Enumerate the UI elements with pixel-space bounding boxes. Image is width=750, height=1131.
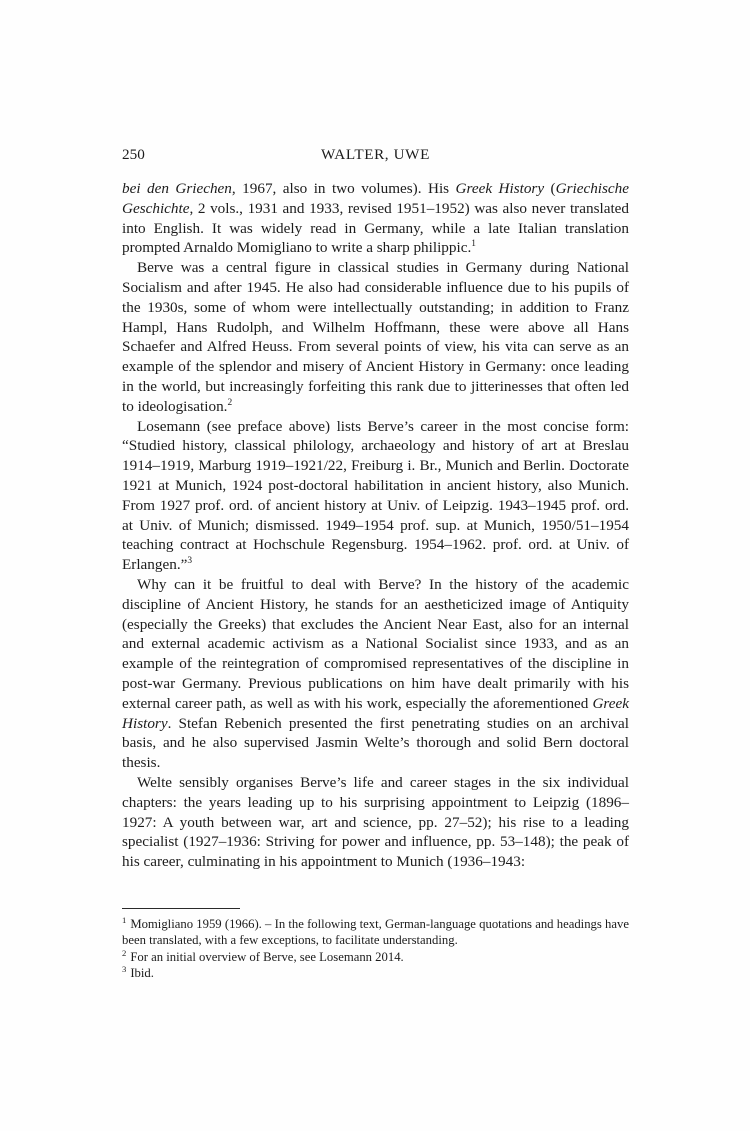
footnote-separator xyxy=(122,908,240,909)
page-number: 250 xyxy=(122,146,145,163)
paragraph xyxy=(122,417,629,575)
text-run: , 2 vols., 1931 and 1933, revised 1951–1952) was also never translated into English. It was widely read in Germany, while a late Italian translation prompted Arnaldo Momigliano to write a sharp philippic. xyxy=(122,199,629,257)
text-run: Berve was a central figure in classical studies in Germany during National Socialism and after 1945. He also had considerable influence due to his pupils of the 1930s, some of whom were intellectually outstanding; in addition to Franz Hampl, Hans Rudolph, and Wilhelm Hoffmann, these were above all Hans Schaefer and Alfred Heuss. From several points of view, his vita can serve as an example of the splendor and misery of Ancient History in Germany: once leading in the world, but increasingly forfeiting this rank due to jitterinesses that often led to ideologisation. xyxy=(122,259,629,415)
paragraph xyxy=(122,179,629,258)
footnote-marker: 3 xyxy=(122,963,127,974)
italic-text: Greek History xyxy=(455,180,545,197)
footnote-text: Momigliano 1959 (1966). – In the following text, German-language quotations and headings have been translated, with a few exceptions, to facilitate understanding. xyxy=(122,917,629,948)
text-run: ( xyxy=(544,180,556,197)
italic-text: bei den Griechen xyxy=(122,180,232,197)
footnote-ref: 3 xyxy=(187,556,193,567)
footnote-text: Ibid. xyxy=(130,966,154,981)
body-text xyxy=(122,179,629,872)
paragraph xyxy=(122,258,629,416)
paragraph xyxy=(122,773,629,872)
footnote-marker: 2 xyxy=(122,947,127,958)
footnote-ref: 2 xyxy=(227,397,233,408)
footnotes xyxy=(122,916,629,982)
page-header xyxy=(122,146,629,166)
footnote-marker: 1 xyxy=(122,914,127,925)
italic-text: Griechische Geschichte xyxy=(122,180,629,217)
footnote-item xyxy=(122,916,629,949)
italic-text: Greek History xyxy=(122,694,629,732)
page-content xyxy=(122,146,629,872)
running-head: WALTER, UWE xyxy=(321,146,430,163)
text-run: Losemann (see preface above) lists Berve’s career in the most concise form: “Studied history, classical philology, archaeology and history of art at Breslau 1914–1919, Marburg 1919–1921/22, Freiburg i. Br., Munich and Berlin. Doctorate 1921 at Munich, 1924 post-doctoral habilitation in ancient history, also Munich. From 1927 prof. ord. of ancient history at Univ. of Leipzig. 1943–1945 prof. ord. at Univ. of Munich; dismissed. 1949–1954 prof. sup. at Munich, 1950/51–1954 teaching contract at Hochschule Regensburg. 1954–1962. prof. ord. at Univ. of Erlangen.” xyxy=(122,417,629,574)
footnote-ref: 1 xyxy=(471,239,476,250)
text-run: , 1967, also in two volumes). His xyxy=(231,180,456,197)
text-run: Welte sensibly organises Berve’s life and career stages in the six individual chapters: the years leading up to his surprising appointment to Leipzig (1896–1927: A youth between war, art and science, pp. 27–52); his rise to a leading specialist (1927–1936: Striving for power and influence, pp. 53–148); the peak of his career, culminating in his appointment to Munich (1936–1943: xyxy=(122,773,629,871)
text-run: . Stefan Rebenich presented the first penetrating studies on an archival basis, and he also supervised Jasmin Welte’s thorough and solid Bern doctoral thesis. xyxy=(122,714,629,772)
paragraph xyxy=(122,575,629,773)
footnote-item xyxy=(122,965,629,981)
footnote-text: For an initial overview of Berve, see Losemann 2014. xyxy=(130,949,404,964)
footnotes-block xyxy=(122,908,629,982)
text-run: Why can it be fruitful to deal with Berve? In the history of the academic discipline of Ancient History, he stands for an aestheticized image of Antiquity (especially the Greeks) that excludes the Ancient Near East, also for an internal and external academic activism as a National Socialist since 1933, and as an example of the reintegration of compromised representatives of the discipline in post-war Germany. Previous publications on him have dealt primarily with his external career path, as well as with his work, especially the aforementioned xyxy=(122,575,629,712)
footnote-item xyxy=(122,949,629,965)
